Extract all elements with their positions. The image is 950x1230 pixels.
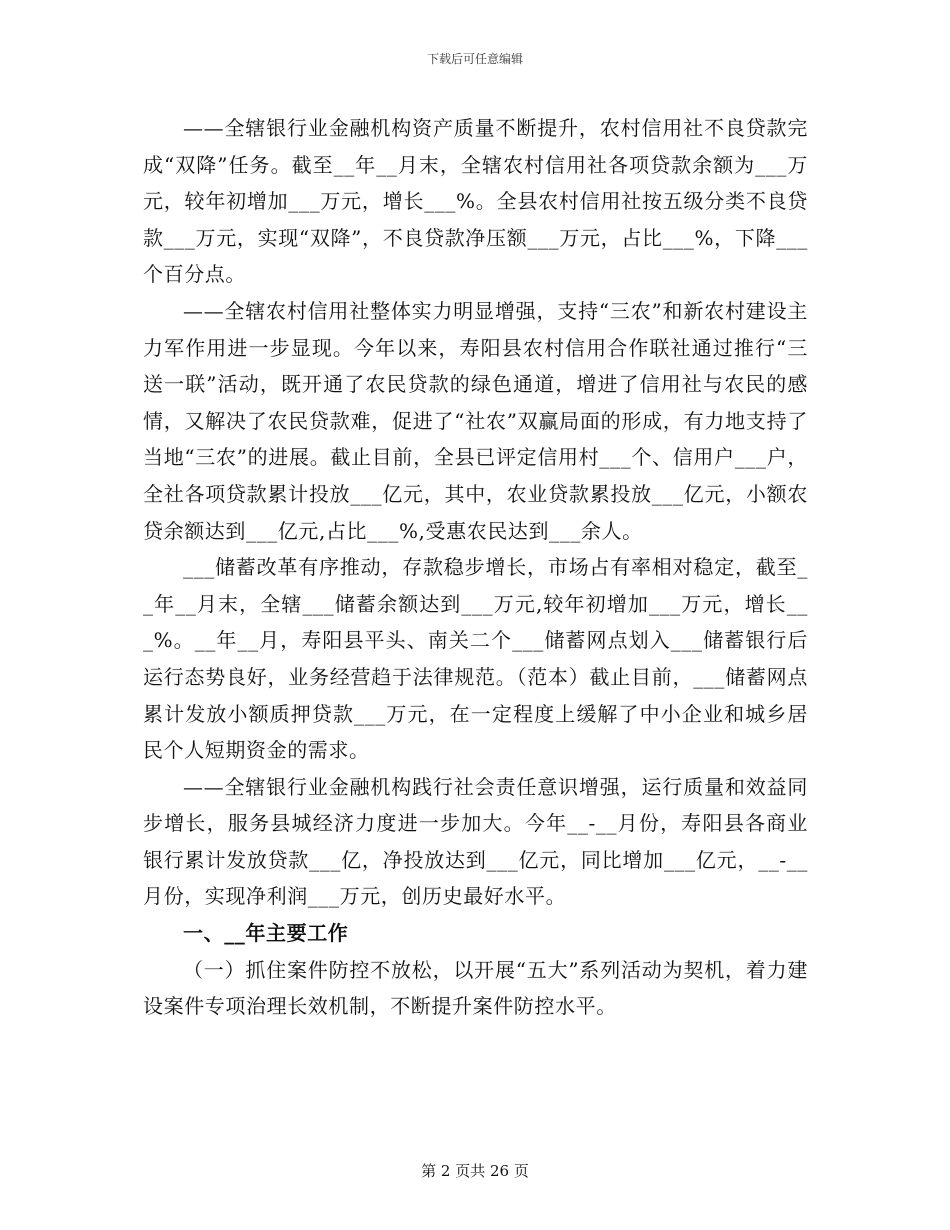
paragraph-case-prevention: （一）抓住案件防控不放松，以开展“五大”系列活动为契机，着力建设案件专项治理长效机制，不断提升案件防控水平。 — [143, 957, 808, 1019]
section-heading: 一、__年主要工作 — [183, 921, 349, 946]
paragraph-savings-reform: ___储蓄改革有序推动，存款稳步增长，市场占有率相对稳定，截至__年__月末，全辖___储蓄余额达到___万元,较年初增加___万元，增长___%。__年__月，寿阳县平头、南关二个___储蓄网点划入___储蓄银行后运行态势良好，业务经营趋于法律规范。（范本）截止目前，___储蓄网点累计发放小额质押贷款___万元，在一定程度上缓解了中小企业和城乡居民个人短期资金的需求。 — [143, 555, 808, 763]
page-number: 第 2 页共 26 页 — [421, 1162, 529, 1180]
document-body — [143, 110, 808, 1025]
paragraph-rural-credit: ——全辖农村信用社整体实力明显增强，支持“三农”和新农村建设主力军作用进一步显现。今年以来，寿阳县农村信用合作联社通过推行“三送一联”活动，既开通了农民贷款的绿色通道，增进了信用社与农民的感情，又解决了农民贷款难，促进了“社农”双赢局面的形成，有力地支持了当地“三农”的进展。截止目前，全县已评定信用村___个、信用户___户，全社各项贷款累计投放___亿元，其中，农业贷款累投放___亿元，小额农贷余额达到___亿元,占比___%,受惠农民达到___余人。 — [143, 298, 808, 543]
paragraph-asset-quality: ——全辖银行业金融机构资产质量不断提升，农村信用社不良贷款完成“双降”任务。截至__年__月末，全辖农村信用社各项贷款余额为___万元，较年初增加___万元，增长___%。全县农村信用社按五级分类不良贷款___万元，实现“双降”，不良贷款净压额___万元，占比___%，下降___个百分点。 — [143, 116, 808, 287]
paragraph-social-responsibility: ——全辖银行业金融机构践行社会责任意识增强，运行质量和效益同步增长，服务县城经济力度进一步加大。今年__-__月份，寿阳县各商业银行累计发放贷款___亿，净投放达到___亿元，同比增加___亿元，__-__月份，实现净利润___万元，创历史最好水平。 — [143, 774, 808, 909]
page-header: 下载后可任意编辑 — [426, 52, 523, 66]
